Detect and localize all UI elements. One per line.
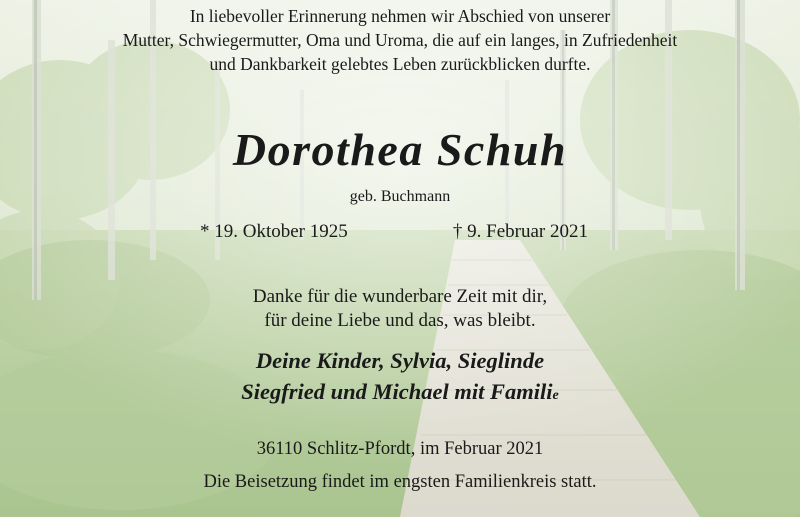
thanks-text [0,285,800,333]
family-signature [0,345,800,411]
intro-line: Mutter, Schwiegermutter, Oma und Uroma, die auf ein langes, in Zufriedenheit [122,30,678,50]
birth-date: * 19. Oktober 1925 [200,221,348,242]
family-line-end: e [552,388,559,403]
thanks-line: für deine Liebe und das, was bleibt. [264,310,536,331]
death-date: † 9. Februar 2021 [452,221,588,242]
family-line [0,376,800,411]
family-line-main: Siegfried und Michael mit Famili [241,379,553,404]
intro-line: In liebevoller Erinnerung nehmen wir Abschied von unserer [189,6,611,26]
burial-note: Die Beisetzung findet im engsten Familienkreis statt. [203,472,597,492]
intro-line: und Dankbarkeit gelebtes Leben zurückblicken durfte. [209,54,591,74]
thanks-line: Danke für die wunderbare Zeit mit dir, [252,286,548,307]
family-line: Deine Kinder, Sylvia, Sieglinde [255,348,545,373]
intro-text [40,4,760,76]
maiden-name: geb. Buchmann [349,188,451,205]
place-date: 36110 Schlitz-Pfordt, im Februar 2021 [256,439,544,459]
deceased-name: Dorothea Schuh [232,124,568,175]
